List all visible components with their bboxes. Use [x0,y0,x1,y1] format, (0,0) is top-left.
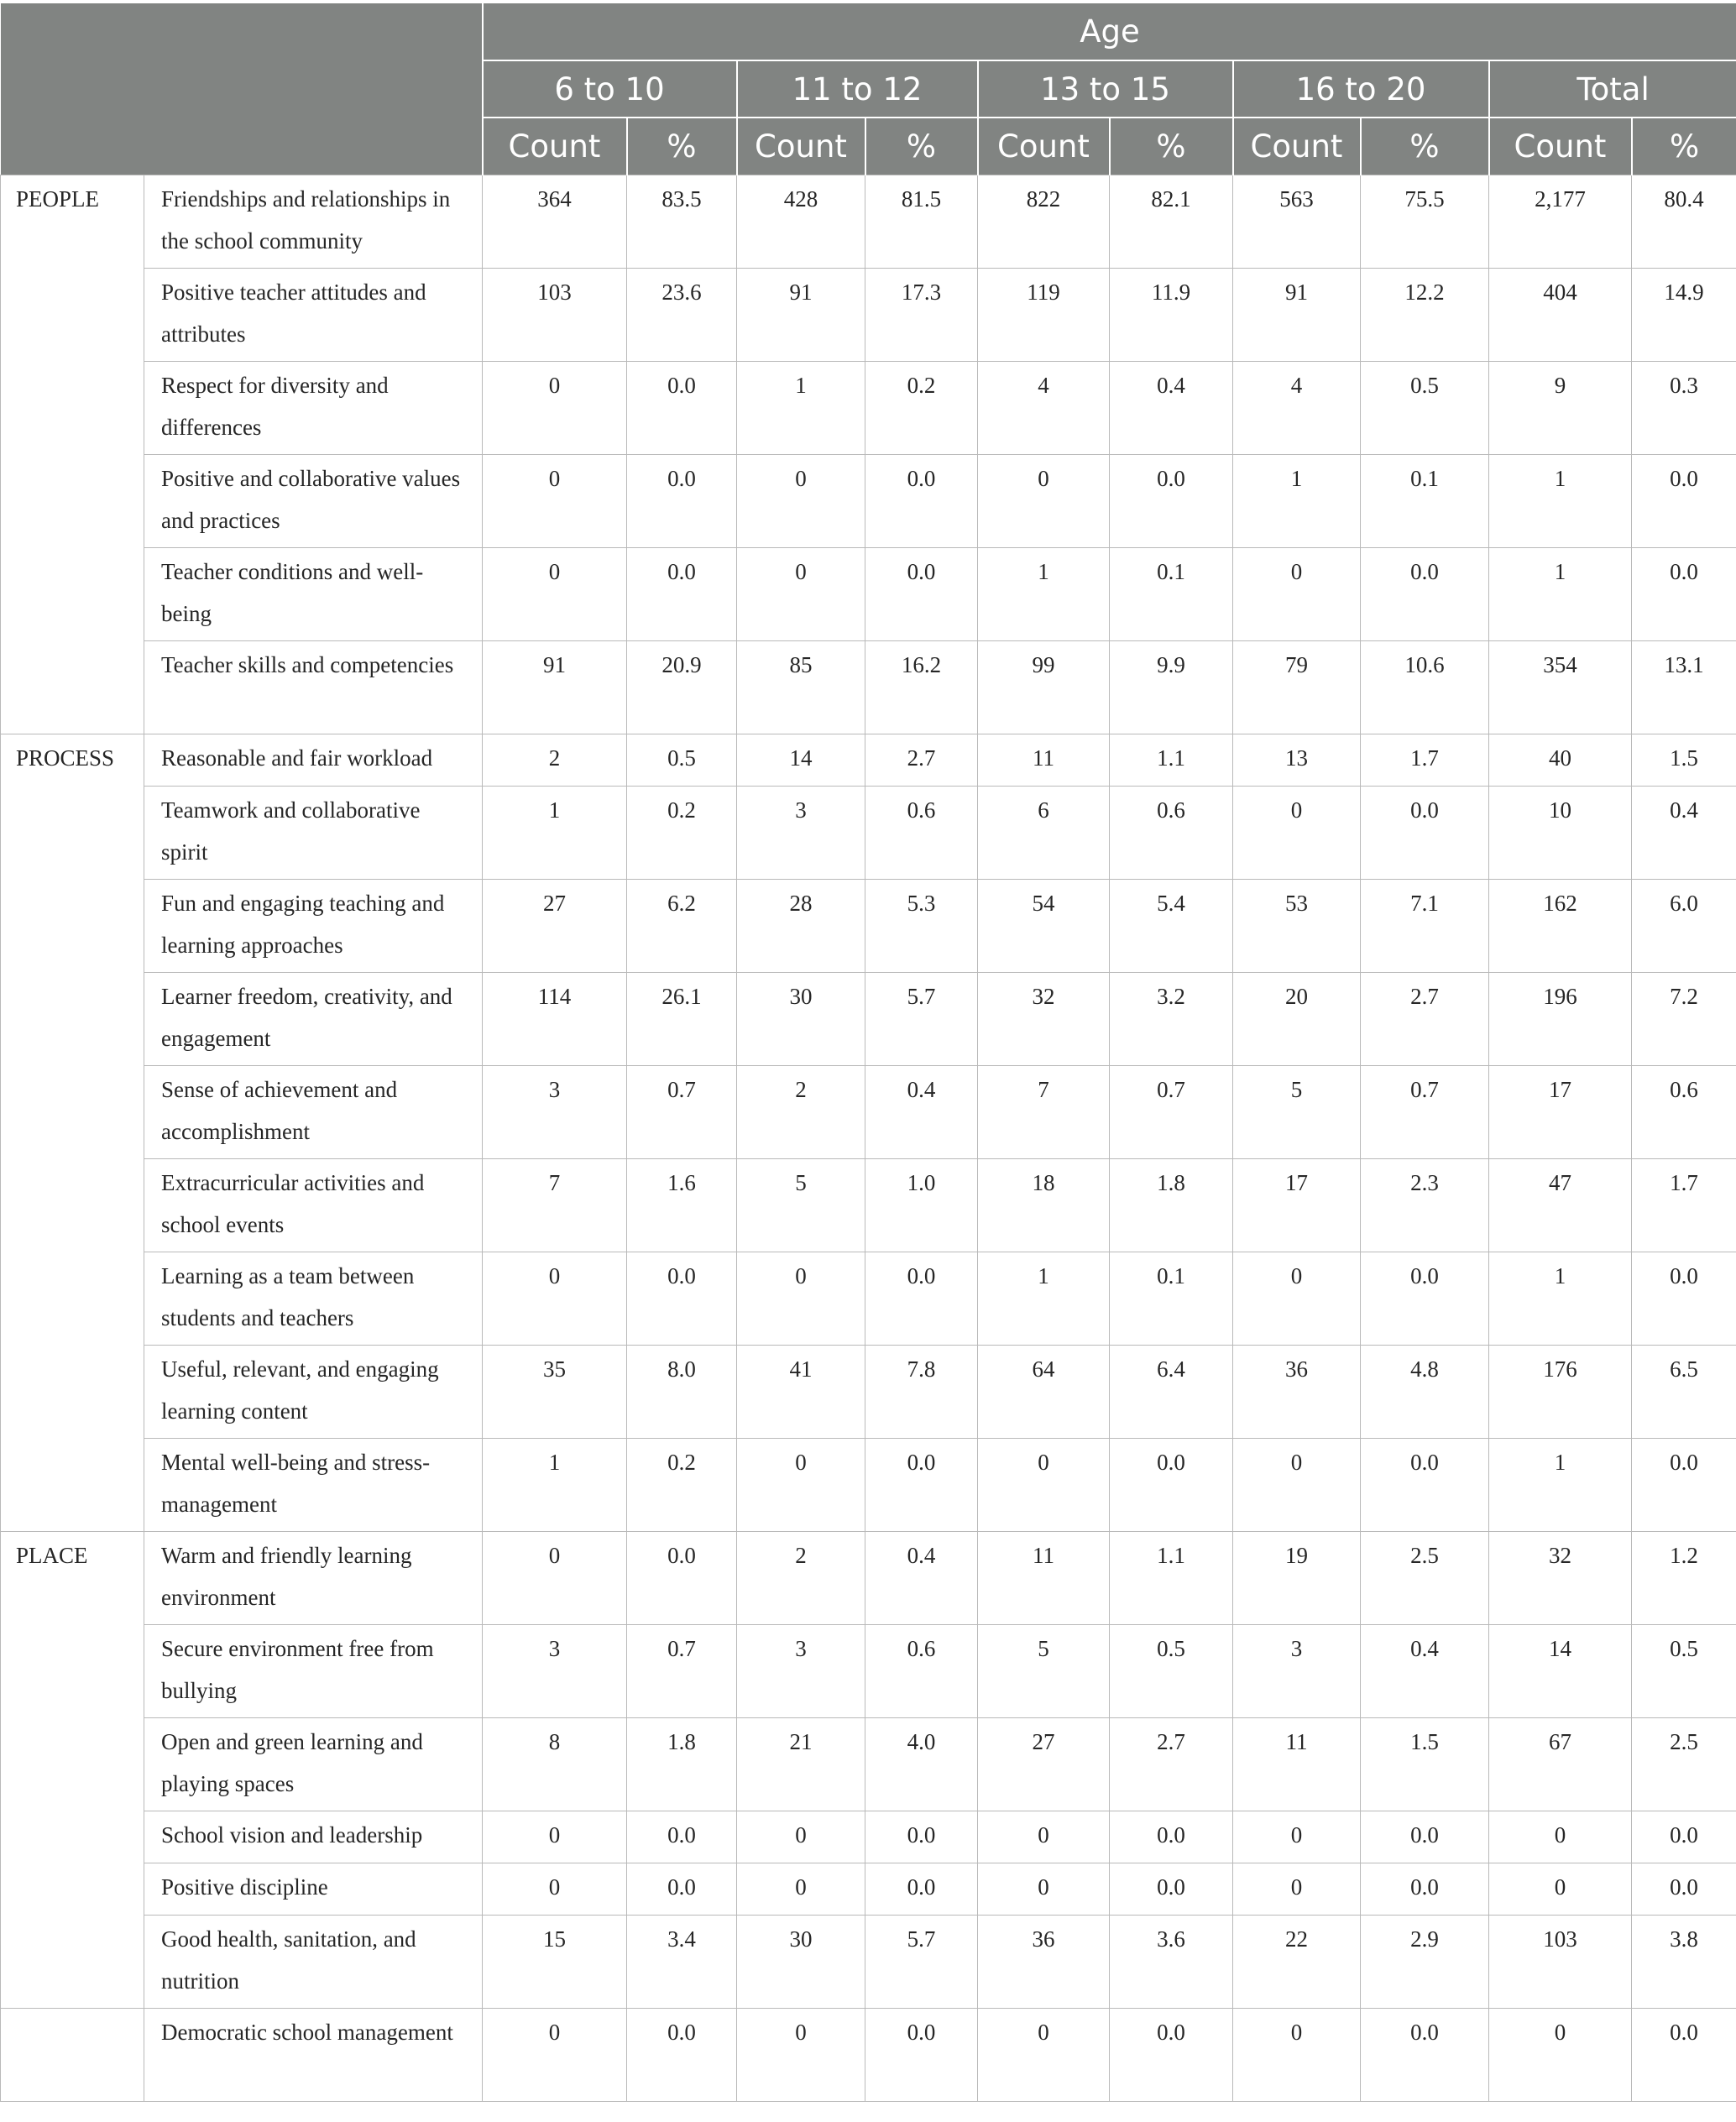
percent-header: % [865,118,978,175]
percent-cell: 81.5 [865,175,978,268]
item-label: Democratic school management [144,2008,483,2101]
count-header: Count [737,118,865,175]
table-row [1,361,1736,454]
percent-cell: 1.8 [1110,1158,1233,1252]
percent-cell: 0.0 [1110,1863,1233,1915]
count-cell: 0 [1233,1252,1361,1345]
header-row-age [1,3,1736,60]
percent-cell: 0.0 [1632,1863,1736,1915]
count-cell: 0 [1233,786,1361,879]
count-cell: 35 [483,1345,627,1438]
item-label: Extracurricular activities and school events [144,1158,483,1252]
percent-cell: 5.4 [1110,879,1233,972]
count-cell: 0 [1233,1811,1361,1863]
count-cell: 30 [737,1915,865,2008]
item-label: Fun and engaging teaching and learning approaches [144,879,483,972]
count-cell: 6 [978,786,1110,879]
percent-cell: 0.5 [1361,361,1489,454]
percent-cell: 0.0 [1361,1252,1489,1345]
count-cell: 1 [737,361,865,454]
percent-cell: 0.0 [1110,2008,1233,2101]
age-group-6-10: 6 to 10 [483,60,737,118]
count-cell: 85 [737,640,865,734]
percent-cell: 0.0 [627,1252,737,1345]
percent-cell: 3.8 [1632,1915,1736,2008]
count-cell: 19 [1233,1531,1361,1624]
table-row [1,1065,1736,1158]
percent-cell: 0.7 [627,1624,737,1717]
percent-cell: 2.5 [1361,1531,1489,1624]
count-cell: 67 [1489,1717,1632,1811]
count-cell: 27 [978,1717,1110,1811]
count-cell: 0 [1233,1863,1361,1915]
table-row [1,454,1736,547]
table-row [1,1863,1736,1915]
count-cell: 0 [737,2008,865,2101]
count-cell: 0 [483,1252,627,1345]
percent-cell: 0.1 [1110,1252,1233,1345]
percent-cell: 3.6 [1110,1915,1233,2008]
count-cell: 0 [737,1811,865,1863]
count-cell: 0 [483,547,627,640]
percent-cell: 0.0 [865,1252,978,1345]
percent-cell: 0.6 [1110,786,1233,879]
percent-cell: 0.0 [627,547,737,640]
table-row [1,879,1736,972]
item-label: Sense of achievement and accomplishment [144,1065,483,1158]
count-cell: 91 [483,640,627,734]
count-cell: 0 [1233,547,1361,640]
count-cell: 3 [1233,1624,1361,1717]
count-cell: 15 [483,1915,627,2008]
percent-cell: 6.0 [1632,879,1736,972]
percent-cell: 17.3 [865,268,978,361]
percent-cell: 0.0 [865,1811,978,1863]
percent-cell: 0.0 [1361,547,1489,640]
table-row [1,1158,1736,1252]
count-cell: 7 [978,1065,1110,1158]
percent-cell: 4.0 [865,1717,978,1811]
count-cell: 30 [737,972,865,1065]
category-cell [1,2008,144,2101]
count-cell: 0 [483,1811,627,1863]
count-cell: 1 [978,1252,1110,1345]
percent-cell: 0.0 [865,2008,978,2101]
percent-cell: 0.0 [1632,1811,1736,1863]
percent-cell: 0.4 [1361,1624,1489,1717]
count-cell: 4 [1233,361,1361,454]
percent-cell: 0.0 [1632,547,1736,640]
count-cell: 21 [737,1717,865,1811]
count-cell: 2 [737,1531,865,1624]
percent-cell: 1.5 [1632,734,1736,786]
table-row [1,1915,1736,2008]
count-cell: 27 [483,879,627,972]
percent-cell: 1.5 [1361,1717,1489,1811]
item-label: Positive and collaborative values and practices [144,454,483,547]
count-cell: 11 [978,1531,1110,1624]
count-cell: 1 [1233,454,1361,547]
percent-cell: 2.7 [865,734,978,786]
count-cell: 0 [483,454,627,547]
percent-cell: 0.0 [1361,2008,1489,2101]
item-label: Learning as a team between students and teachers [144,1252,483,1345]
age-group-16-20: 16 to 20 [1233,60,1489,118]
percent-cell: 0.0 [627,454,737,547]
count-header: Count [978,118,1110,175]
percent-cell: 6.4 [1110,1345,1233,1438]
category-cell: PLACE [1,1531,144,2008]
count-cell: 0 [978,1438,1110,1531]
count-cell: 0 [1489,2008,1632,2101]
percent-cell: 13.1 [1632,640,1736,734]
count-cell: 99 [978,640,1110,734]
table-row [1,734,1736,786]
percent-cell: 9.9 [1110,640,1233,734]
percent-header: % [1361,118,1489,175]
percent-cell: 0.4 [1632,786,1736,879]
percent-cell: 8.0 [627,1345,737,1438]
percent-cell: 2.7 [1110,1717,1233,1811]
percent-cell: 23.6 [627,268,737,361]
percent-cell: 1.1 [1110,1531,1233,1624]
table-row [1,547,1736,640]
percent-cell: 0.7 [627,1065,737,1158]
item-label: Teacher skills and competencies [144,640,483,734]
count-header: Count [1489,118,1632,175]
count-cell: 11 [978,734,1110,786]
count-cell: 20 [1233,972,1361,1065]
count-cell: 3 [737,1624,865,1717]
count-cell: 4 [978,361,1110,454]
count-cell: 0 [978,1811,1110,1863]
count-cell: 103 [1489,1915,1632,2008]
count-cell: 0 [483,1531,627,1624]
item-label: Warm and friendly learning environment [144,1531,483,1624]
percent-cell: 0.0 [865,1863,978,1915]
percent-cell: 0.3 [1632,361,1736,454]
count-cell: 1 [1489,1252,1632,1345]
item-label: Secure environment free from bullying [144,1624,483,1717]
percent-cell: 0.0 [865,1438,978,1531]
percent-cell: 0.5 [627,734,737,786]
count-cell: 1 [978,547,1110,640]
percent-cell: 2.7 [1361,972,1489,1065]
count-cell: 0 [1233,2008,1361,2101]
count-cell: 428 [737,175,865,268]
percent-cell: 0.0 [627,361,737,454]
percent-cell: 3.2 [1110,972,1233,1065]
count-cell: 119 [978,268,1110,361]
count-cell: 0 [978,454,1110,547]
count-cell: 114 [483,972,627,1065]
percent-cell: 0.5 [1110,1624,1233,1717]
table-row [1,1624,1736,1717]
percent-cell: 0.7 [1110,1065,1233,1158]
percent-cell: 0.0 [1361,1863,1489,1915]
count-cell: 0 [737,454,865,547]
percent-cell: 0.6 [865,786,978,879]
percent-cell: 0.0 [1632,454,1736,547]
count-header: Count [483,118,627,175]
table-row [1,1717,1736,1811]
count-cell: 32 [1489,1531,1632,1624]
percent-cell: 7.2 [1632,972,1736,1065]
item-label: School vision and leadership [144,1811,483,1863]
count-cell: 0 [737,1438,865,1531]
count-cell: 3 [483,1624,627,1717]
percent-cell: 1.0 [865,1158,978,1252]
count-cell: 41 [737,1345,865,1438]
percent-cell: 0.4 [865,1065,978,1158]
percent-cell: 0.0 [865,454,978,547]
table-row [1,268,1736,361]
count-cell: 0 [1489,1811,1632,1863]
percent-cell: 1.2 [1632,1531,1736,1624]
table-row [1,1252,1736,1345]
percent-cell: 16.2 [865,640,978,734]
percent-cell: 0.0 [627,1531,737,1624]
count-cell: 11 [1233,1717,1361,1811]
percent-cell: 0.0 [1632,2008,1736,2101]
item-label: Teamwork and collaborative spirit [144,786,483,879]
percent-cell: 0.0 [1361,1438,1489,1531]
percent-cell: 7.1 [1361,879,1489,972]
percent-cell: 11.9 [1110,268,1233,361]
table-row [1,1345,1736,1438]
count-cell: 32 [978,972,1110,1065]
percent-cell: 75.5 [1361,175,1489,268]
count-cell: 404 [1489,268,1632,361]
count-cell: 5 [737,1158,865,1252]
header-corner [1,3,483,175]
table-header [1,3,1736,175]
percent-cell: 26.1 [627,972,737,1065]
count-cell: 10 [1489,786,1632,879]
percent-cell: 12.2 [1361,268,1489,361]
count-cell: 563 [1233,175,1361,268]
item-label: Useful, relevant, and engaging learning content [144,1345,483,1438]
percent-cell: 0.0 [627,2008,737,2101]
count-cell: 0 [483,361,627,454]
percent-cell: 0.2 [627,1438,737,1531]
count-cell: 1 [1489,547,1632,640]
count-cell: 354 [1489,640,1632,734]
percent-cell: 14.9 [1632,268,1736,361]
percent-cell: 5.7 [865,972,978,1065]
percent-cell: 83.5 [627,175,737,268]
percent-cell: 2.5 [1632,1717,1736,1811]
percent-cell: 0.0 [1110,1811,1233,1863]
count-cell: 28 [737,879,865,972]
count-cell: 103 [483,268,627,361]
count-cell: 176 [1489,1345,1632,1438]
category-cell: PROCESS [1,734,144,1531]
count-cell: 2,177 [1489,175,1632,268]
percent-header: % [1110,118,1233,175]
count-cell: 47 [1489,1158,1632,1252]
percent-cell: 0.6 [865,1624,978,1717]
percent-cell: 0.1 [1361,454,1489,547]
age-group-11-12: 11 to 12 [737,60,978,118]
count-cell: 364 [483,175,627,268]
table-row [1,972,1736,1065]
table-row [1,640,1736,734]
percent-cell: 0.0 [1110,1438,1233,1531]
count-cell: 36 [1233,1345,1361,1438]
count-cell: 0 [1489,1863,1632,1915]
percent-cell: 1.1 [1110,734,1233,786]
item-label: Open and green learning and playing spaces [144,1717,483,1811]
percent-cell: 0.0 [1110,454,1233,547]
count-cell: 162 [1489,879,1632,972]
percent-header: % [1632,118,1736,175]
count-cell: 822 [978,175,1110,268]
count-cell: 8 [483,1717,627,1811]
count-cell: 17 [1489,1065,1632,1158]
percent-cell: 2.3 [1361,1158,1489,1252]
item-label: Teacher conditions and well-being [144,547,483,640]
table-row [1,2008,1736,2101]
percent-cell: 0.4 [865,1531,978,1624]
count-cell: 22 [1233,1915,1361,2008]
item-label: Positive teacher attitudes and attributes [144,268,483,361]
count-cell: 3 [737,786,865,879]
percent-cell: 0.6 [1632,1065,1736,1158]
percent-cell: 2.9 [1361,1915,1489,2008]
percent-cell: 1.8 [627,1717,737,1811]
count-cell: 1 [1489,454,1632,547]
age-group-label: Age [483,3,1736,60]
percent-cell: 0.0 [1361,1811,1489,1863]
count-cell: 0 [737,1863,865,1915]
table-row [1,786,1736,879]
count-cell: 91 [1233,268,1361,361]
percent-cell: 0.0 [1632,1438,1736,1531]
count-cell: 1 [1489,1438,1632,1531]
percent-cell: 0.5 [1632,1624,1736,1717]
count-cell: 0 [737,547,865,640]
percent-cell: 0.0 [1361,786,1489,879]
category-cell: PEOPLE [1,175,144,734]
percent-header: % [627,118,737,175]
count-cell: 0 [1233,1438,1361,1531]
data-table [0,3,1736,2102]
count-cell: 17 [1233,1158,1361,1252]
item-label: Learner freedom, creativity, and engagement [144,972,483,1065]
count-cell: 2 [483,734,627,786]
count-cell: 40 [1489,734,1632,786]
table-row [1,1811,1736,1863]
count-cell: 14 [737,734,865,786]
count-cell: 13 [1233,734,1361,786]
item-label: Friendships and relationships in the school community [144,175,483,268]
percent-cell: 1.7 [1632,1158,1736,1252]
percent-cell: 0.7 [1361,1065,1489,1158]
percent-cell: 20.9 [627,640,737,734]
table-row [1,1438,1736,1531]
count-cell: 7 [483,1158,627,1252]
item-label: Good health, sanitation, and nutrition [144,1915,483,2008]
count-cell: 0 [483,2008,627,2101]
percent-cell: 0.4 [1110,361,1233,454]
percent-cell: 0.2 [865,361,978,454]
count-cell: 91 [737,268,865,361]
table-row [1,175,1736,268]
count-cell: 14 [1489,1624,1632,1717]
percent-cell: 3.4 [627,1915,737,2008]
age-group-13-15: 13 to 15 [978,60,1233,118]
count-cell: 18 [978,1158,1110,1252]
percent-cell: 1.6 [627,1158,737,1252]
percent-cell: 0.2 [627,786,737,879]
count-cell: 9 [1489,361,1632,454]
count-cell: 54 [978,879,1110,972]
item-label: Respect for diversity and differences [144,361,483,454]
count-cell: 0 [978,2008,1110,2101]
count-cell: 1 [483,786,627,879]
count-cell: 0 [978,1863,1110,1915]
count-cell: 2 [737,1065,865,1158]
count-cell: 79 [1233,640,1361,734]
count-cell: 0 [737,1252,865,1345]
percent-cell: 0.0 [627,1811,737,1863]
percent-cell: 80.4 [1632,175,1736,268]
count-cell: 0 [483,1863,627,1915]
item-label: Mental well-being and stress-management [144,1438,483,1531]
count-cell: 196 [1489,972,1632,1065]
count-cell: 5 [1233,1065,1361,1158]
percent-cell: 82.1 [1110,175,1233,268]
table-body [1,175,1736,2101]
percent-cell: 6.5 [1632,1345,1736,1438]
percent-cell: 5.3 [865,879,978,972]
percent-cell: 0.0 [865,547,978,640]
percent-cell: 1.7 [1361,734,1489,786]
percent-cell: 5.7 [865,1915,978,2008]
percent-cell: 6.2 [627,879,737,972]
percent-cell: 0.0 [1632,1252,1736,1345]
count-cell: 53 [1233,879,1361,972]
count-cell: 64 [978,1345,1110,1438]
count-cell: 5 [978,1624,1110,1717]
percent-cell: 7.8 [865,1345,978,1438]
table-row [1,1531,1736,1624]
item-label: Positive discipline [144,1863,483,1915]
percent-cell: 10.6 [1361,640,1489,734]
count-cell: 36 [978,1915,1110,2008]
age-group-total: Total [1489,60,1736,118]
percent-cell: 0.1 [1110,547,1233,640]
item-label: Reasonable and fair workload [144,734,483,786]
count-header: Count [1233,118,1361,175]
percent-cell: 0.0 [627,1863,737,1915]
percent-cell: 4.8 [1361,1345,1489,1438]
count-cell: 1 [483,1438,627,1531]
count-cell: 3 [483,1065,627,1158]
